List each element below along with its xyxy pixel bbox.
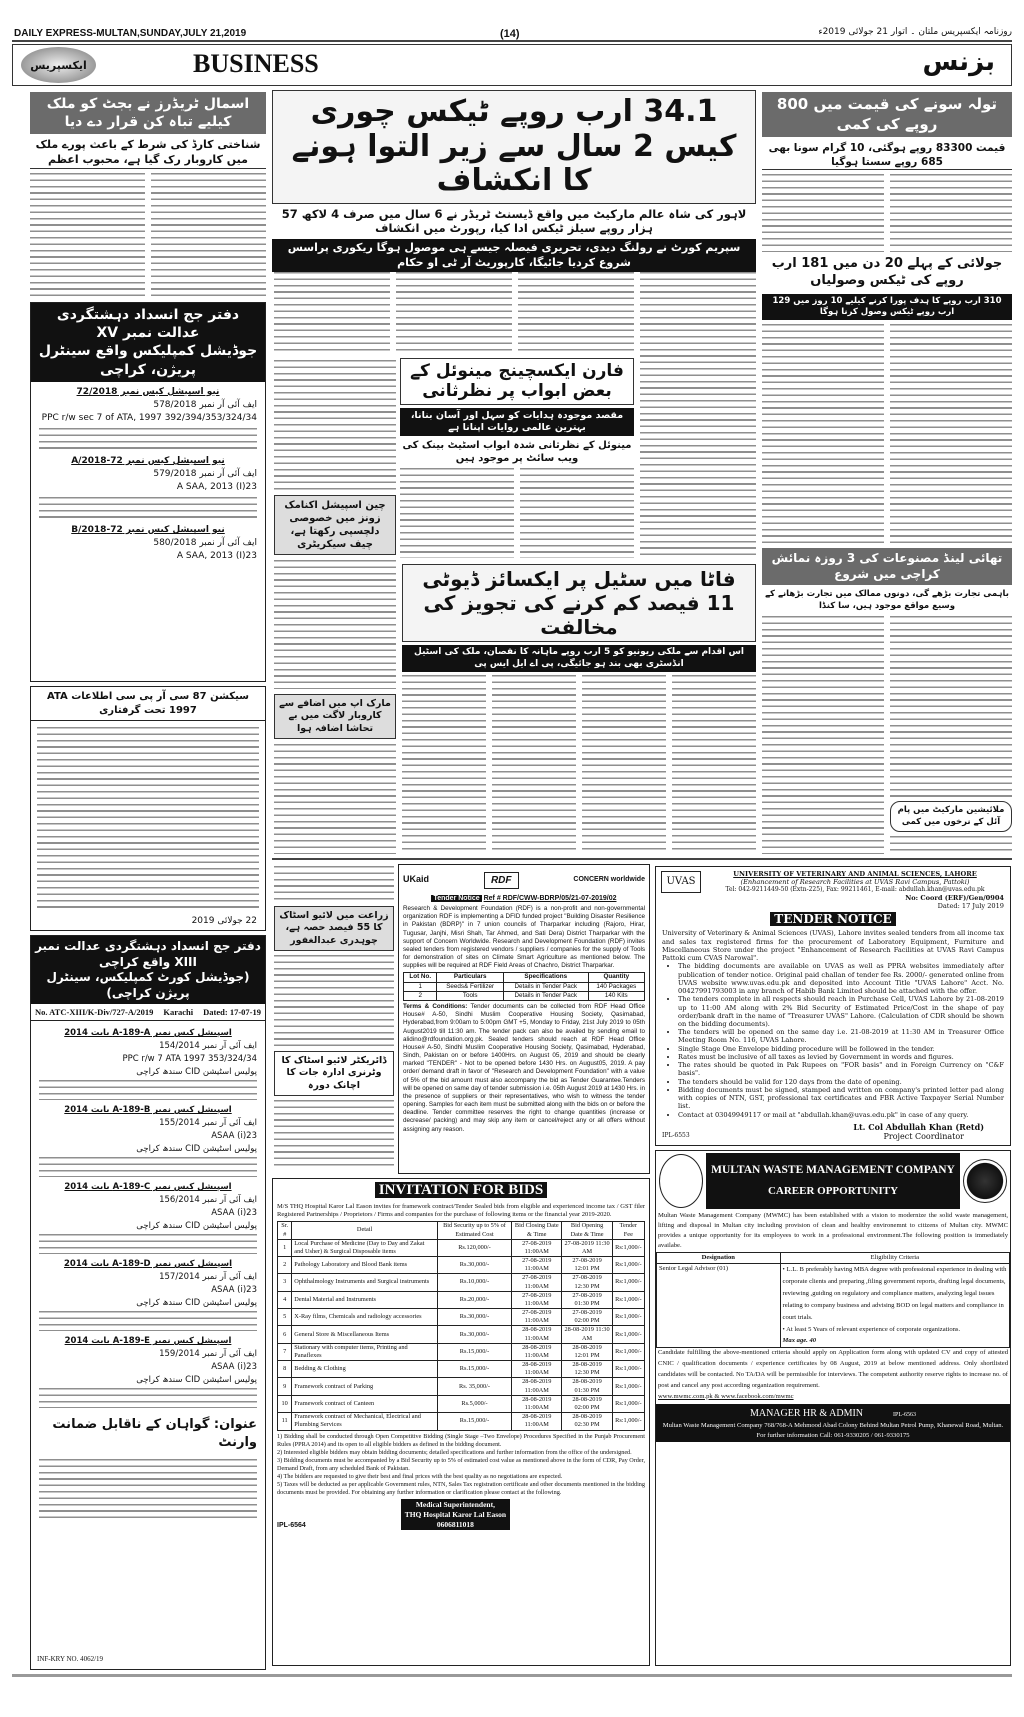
table-cell: Rs:1,000/- [612,1309,644,1326]
masthead-date-ur: روزنامہ ایکسپریس ملتان ۔ اتوار 21 جولائی 2019ء [818,27,1012,37]
table-row [278,1378,645,1395]
section-title-ur: بزنس [922,47,995,77]
column-header: Quantity [588,973,644,982]
ipl-code: INF-KRY NO. 4062/19 [37,1655,104,1663]
case-sections: 353/324/34 PPC r/w 7 ATA 1997 [122,1053,257,1064]
case-sections: 23(I) A SAA, 2013 [176,481,257,492]
case-sections: 23(I) A SAA, 2013 [176,551,257,562]
forex-subhead: مینوئل کے نظرثانی شدہ ابواب اسٹیٹ بینک کی ویب سائٹ پر موجود ہیں [402,440,632,465]
case-police-station: پولیس اسٹیشن CID سندھ کراچی [136,1066,257,1077]
table-cell: 28-08-2019 11:00AM [512,1361,562,1378]
table-cell: Seeds& Fertilizer [437,982,503,991]
mwmc-links[interactable]: www.mwmc.com.pk & www.facebook.com/mwmc [658,1392,794,1400]
table-cell: 28-08-2019 11:00AM [512,1413,562,1430]
bids-intro: M/S THQ Hospital Karor Lal Eason invites for framework contract/Tender Sealed bids from eligible and experienced income tax / GST filer Registered Partnerships / Proprietors / Firms and companies for the purchase of following items or the financial year 2019-2020. [277,1202,645,1218]
uvas-title: TENDER NOTICE [770,912,895,926]
uvas-dated-label: Dated: [937,902,960,911]
table-cell: 28-08-2019 11:00AM [512,1326,562,1343]
table-cell: Rs.30,000/- [437,1257,511,1274]
table-cell: 27-08-2019 11:00AM [512,1291,562,1308]
contact-org: THQ Hospital Karor Lal Eason [404,1509,507,1519]
case-police-station: پولیس اسٹیشن CID سندھ کراچی [136,1374,257,1385]
column-header: Sr. # [278,1222,292,1239]
china-box: چین اسپیشل اکنامک زونز میں خصوصی دلچسپی رکھتا ہے، چیف سیکریٹری [274,495,396,555]
bids-title: INVITATION FOR BIDS [375,1182,547,1198]
section-banner [12,44,1012,86]
bid-note: 4) The bidders are requested to give their best and final prices with the best quality as no negotiations are expected. [277,1472,563,1480]
table-cell: 7 [278,1343,292,1360]
mwmc-table [656,1252,1010,1348]
case-title: اسپیشل کیس نمبر A-189-D بابت 2014 [63,1259,232,1270]
table-row [278,1291,645,1308]
table-cell: 2 [404,991,437,1000]
mwmc-intro: Multan Waste Management Company (MWMC) has been established with a vision to modernize the solid waste management, lifting and disposal in Multan city including provision of clean and healthy environemnt to citizens of Multan city. MWMC provides a unique opportunity for its employees to work in a professional environment.The following position is immediately availabe. [658,1211,1008,1249]
table-row [278,1413,645,1430]
case-police-station: پولیس اسٹیشن CID سندھ کراچی [136,1143,257,1154]
column-header: Detail [292,1222,438,1239]
table-cell: 28-08-2019 11:00AM [512,1378,562,1395]
table-cell: Rs:1,000/- [612,1343,644,1360]
gold-subhead: قیمت 83300 روپے ہوگئی، 10 گرام سونا بھی 685 روپے سستا ہوگیا [762,141,1012,170]
table-cell: Rs.120,000/- [437,1239,511,1256]
table-cell: 3 [278,1274,292,1291]
table-cell: 27-08-2019 12:30 PM [562,1274,612,1291]
case-text [39,1157,257,1177]
case-text [39,1080,257,1100]
mwmc-logo-icon [963,1159,1007,1203]
tender-condition: • The bidding documents are available on UVAS as well as PPRA websites immediately after publication of tender notice. Original paid challan of tender fee Rs. 2000/- generated online from UVAS website www.uvas.edu.pk and deposited into Account Title "UVAS Lahore" Acct. No. 00427991793003 in any branch of Habib Bank Limited should be attached with the offer. [678,962,1004,995]
case-title: اسپیشل کیس نمبر A-189-C بابت 2014 [64,1182,232,1193]
table-cell: 4 [278,1291,292,1308]
court-subtitle: (جوڈیشل کورٹ کمپلیکس، سینٹرل پریژن کراچی) [46,970,250,1000]
palm-oil-box: ملائیشین مارکیٹ میں پام آئل کے نرخوں میں کمی [890,801,1012,832]
table-cell: Rs:1,000/- [612,1361,644,1378]
case-text [39,1234,257,1254]
bids-contact [401,1499,510,1530]
contact-phone: 0606811018 [436,1519,474,1529]
warrant-title: عنوان: گواہان کے ناقابل ضمانت وارنٹ [52,1417,257,1450]
case-sections: 23(i) ASAA [211,1361,257,1372]
table-row [278,1239,645,1256]
table-cell: Framework contract of Canteen [292,1395,438,1412]
case-title: اسپیشل کیس نمبر A-189-B بابت 2014 [64,1105,232,1116]
left-story-headline: اسمال ٹریڈرز نے بجٹ کو ملک کیلیے تباہ کن قرار دے دیا [30,92,266,134]
table-cell: X-Ray films, Chemicals and radiology accessories [292,1309,438,1326]
uvas-signer: Lt. Col Abdullah Khan (Retd) [853,1121,984,1132]
rdf-lot-table [403,972,645,1001]
gold-headline: تولہ سونے کی قیمت میں 800 روپے کی کمی [762,92,1012,137]
table-cell: 5 [278,1309,292,1326]
table-cell: 27-08-2019 11:00AM [512,1274,562,1291]
case-sections: 23(i) ASAA [211,1207,257,1218]
rdf-body: Research & Development Foundation (RDF) is a non-profit and non-governmental organization RDF is implementing a DFID funded project "Building Disaster Resilience in Pakistan (BDRP)" in 7 union councils of Tharparkar including (Rajoro, Hirar, Tugusar, Janjhi, Misri Shah, Tar Ahmed, and Sati Dera) District Tharparkar with the support of Concern Worldwide. Research and Development Foundation (RDF) invites sealed tenders from registered vendors / suppliers / companies for the supply of Tools for demonstration of sites on Climate Smart Agriculture as mentioned below. The supplies will be required at RDF Field Areas of Chachro, District Tharparkar. [403,905,645,970]
table-row [404,982,645,991]
tender-condition: • Rates must be inclusive of all taxes as levied by Government in words and figures. [678,1053,1004,1061]
table-cell: Rs:1,000/- [612,1413,644,1430]
page-bottom-rule [12,1674,1012,1677]
criteria-item: • At least 5 Years of relevant experience of corporate organizations. [782,1325,961,1333]
case-ref: No. ATC-XIII/K-Div/727-A/2019 [35,1007,154,1018]
ukaid-logo: UKaid [403,874,430,885]
case-fir: ایف آئی آر نمبر 157/2014 [159,1272,257,1283]
table-cell: 28-08-2019 11:00AM [512,1395,562,1412]
middle-side-column [274,360,396,854]
table-cell: 27-08-2019 11:00AM [512,1309,562,1326]
thai-headline: تھائی لینڈ مصنوعات کی 3 روزہ نمائش کراچی میں شروع [762,548,1012,585]
case-text [39,1388,257,1408]
tender-condition: • Bidding documents must be signed, stamped and written on company's printed letter pad along with copies of NTN, GST, professional tax certificates and FBR Active Taxpayer Serial Number list. [678,1086,1004,1111]
steel-story [402,564,756,854]
table-row [278,1326,645,1343]
steel-headline-box [402,564,756,642]
table-row [278,1309,645,1326]
table-cell: 140 Kits [588,991,644,1000]
case-fir: ایف آئی آر نمبر 579/2018 [153,468,257,479]
case-fir: ایف آئی آر نمبر 578/2018 [153,399,257,410]
tender-condition: • The tenders will be opened on the same day i.e. 21-08-2019 at 11:30 AM in Treasurer Office Meeting Room No. 116, UVAS Lahore. [678,1028,1004,1044]
criteria-item: • L.L. B preferably having MBA degree with professional experience in dealing with corporate clients and preparing ,filing government reports, drafting legal documents, reviewing ,guiding on regulatory and compliance matters, analyzing legal issues relating to company business and advising BOD on legal matters and compliance in court trials. [782,1266,1007,1321]
table-cell: Rs.10,000/- [437,1274,511,1291]
table-cell: 28-08-2019 01:30 PM [562,1378,612,1395]
column-header: Particulars [437,973,503,982]
case-fir: ایف آئی آر نمبر 154/2014 [159,1041,257,1052]
court-title: دفتر جج انسداد دہشتگردی عدالت نمبر XV [56,307,240,342]
table-cell: Rs.20,000/- [437,1291,511,1308]
table-header [278,1222,645,1239]
case-fir: ایف آئی آر نمبر 155/2014 [159,1118,257,1129]
uvas-project: (Enhancement of Research Facilities at UVAS Ravi Campus, Pattoki) [740,878,970,887]
section-title-en: BUSINESS [193,49,319,78]
right-ads [655,866,1011,1666]
table-cell: 28-08-2019 12:01 PM [562,1343,612,1360]
uvas-logo: UVAS [661,871,701,893]
table-cell: Rs:1,000/- [612,1274,644,1291]
ipl-code: IPL-6564 [277,1522,306,1530]
main-subhead: لاہور کی شاہ عالم مارکیٹ میں واقع ڈیسنٹ ٹریڈر نے 6 سال میں صرف 4 لاکھ 57 ہزار روپے سیلز ٹیکس ادا کیا، رپورٹ میں انکشاف [281,206,747,236]
case-title: نیو اسپیشل کیس نمبر 72/2018 [76,386,220,397]
table-row [278,1395,645,1412]
tender-condition: • The rates should be quoted in Pak Rupees on "FOR basis" and in Foreign Currency on "C&F basis". [678,1061,1004,1077]
mwmc-apply: Candidate fulfilling the above-mentioned criteria should apply on Application form along with updated CV and copy of attested CNIC / qualification documents / experience certificates by 08 August, 2019 at below mentioned address. Only shortlisted candidates will be contacted. No TA/DA will be permissible for interviews. The competent authority reserve rights to increase no. of post and cancel any post according organization requirement. [658,1349,1008,1389]
left-story-col [151,173,266,298]
table-cell: 27-08-2019 01:30 PM [562,1291,612,1308]
table-row [404,991,645,1000]
left-story-col [30,173,145,298]
table-cell: 1 [404,982,437,991]
tender-condition: • The tenders should be valid for 120 days from the date of opening. [678,1078,1004,1086]
designation: Senior Legal Advisor (01) [657,1264,781,1348]
livestock-column [274,866,394,1170]
court-notice-xiii [30,935,266,1670]
rdf-terms-label: Terms & Conditions: [403,1002,468,1010]
table-cell: Details in Tender Pack [503,991,588,1000]
table-cell: 10 [278,1395,292,1412]
court-title: دفتر جج انسداد دہشتگردی عدالت نمبر XIII واقع کراچی [35,939,261,969]
table-cell: Tools [437,991,503,1000]
case-fir: ایف آئی آر نمبر 159/2014 [159,1349,257,1360]
notice-heading: سیکشن 87 سی آر پی سی اطلاعات ATA 1997 تحت گرفتاری [31,687,265,721]
table-cell: 11 [278,1413,292,1430]
col-criteria: Eligibility Criteria [780,1253,1009,1264]
uvas-signer-title: Project Coordinator [883,1131,964,1141]
uvas-org: UNIVERSITY OF VETERINARY AND ANIMAL SCIENCES, LAHORE [733,870,977,878]
rdf-tender-ad [398,864,650,1174]
table-row [278,1274,645,1291]
table-cell: Framework contract of Mechanical, Electrical and Plumbing Services [292,1413,438,1430]
table-cell: Rs:1,000/- [612,1291,644,1308]
tax-headline: جولائی کے پہلے 20 دن میں 181 ارب روپے کی ٹیکس وصولیاں [771,256,1003,289]
table-cell: 27-08-2019 12:01 PM [562,1257,612,1274]
case-fir: ایف آئی آر نمبر 156/2014 [159,1195,257,1206]
table-cell: 28-08-2019 12:30 PM [562,1361,612,1378]
case-police-station: پولیس اسٹیشن CID سندھ کراچی [136,1297,257,1308]
column-header: Lot No. [404,973,437,982]
table-cell: Framework contract of Parking [292,1378,438,1395]
table-cell: 28-08-2019 02:00 PM [562,1395,612,1412]
uvas-ref-no: No: Coord (ERF)/Gen/0904 [905,893,1004,902]
left-story-subhead: شناختی کارڈ کی شرط کے باعث پورے ملک میں کاروبار رک گیا ہے، محبوب اعظم [30,138,266,169]
uvas-contact: Tel: 042-9211449-50 (Extn-225), Fax: 99211461, E-mail: abdullah.khan@uvas.edu.pk [725,886,985,894]
forex-headline: فارن ایکسچینج مینوئل کے بعض ابواب پر نظرثانی [400,358,634,405]
rdf-ref: Ref # RDF/CWW-BDRP/05/21-07-2019/02 [483,895,617,902]
uvas-date: 17 July 2019 [961,902,1004,911]
table-cell: Details in Tender Pack [503,982,588,991]
masthead-date-en: DAILY EXPRESS-MULTAN,SUNDAY,JULY 21,2019 [14,28,247,39]
left-story [30,92,266,298]
table-cell: 6 [278,1326,292,1343]
table-cell: Rs:1,000/- [612,1378,644,1395]
tender-condition: • The tenders complete in all respects should reach in Purchase Cell, UVAS Lahore by 21-08-2019 up to 11:00 AM along with 2% Bid Security of Estimated Price/Cost in the shape of pay order/bank draft in the name of "Treasurer UVAS" Lahore. (Calculation of CDR should be shown on the bidding documents). [678,995,1004,1028]
table-row [278,1257,645,1274]
case-sections: 23(i) ASAA [211,1284,257,1295]
bid-note: 2) Interested eligible bidders may obtain bidding documents; detailed specifications and further information from the office of the undersigned. [277,1448,632,1456]
table-cell: Rs.15,000/- [437,1361,511,1378]
ipl-code: IPL-6563 [893,1411,917,1418]
director-box: ڈائریکٹر لائیو اسٹاک کا وٹرنری ادارہ جات کا اچانک دورہ [274,1051,394,1096]
page-number: (14) [500,28,520,40]
concern-logo: CONCERN worldwide [573,876,645,884]
ipl-code: IPL-6553 [662,1131,690,1139]
thai-subhead: باہمی تجارت بڑھے گی، دونوں ممالک میں تجارت بڑھانے کے وسیع مواقع موجود ہیں، سا کنڈا [765,589,1009,611]
mwmc-subtitle: CAREER OPPORTUNITY [767,1185,899,1198]
table-cell: Bedding & Clothing [292,1361,438,1378]
court-subtitle: جوڈیشل کمپلیکس واقع سینٹرل پریژن، کراچی [38,343,258,378]
table-cell: Rs.30,000/- [437,1309,511,1326]
case-title: اسپیشل کیس نمبر A-189-A بابت 2014 [64,1028,232,1039]
table-cell: Stationary with computer items, Printing and Panaflexes [292,1343,438,1360]
table-cell: 2 [278,1257,292,1274]
table-cell: 8 [278,1361,292,1378]
column-header: Bid Security up to 5% of Estimated Cost [437,1222,511,1239]
case-title: نیو اسپیشل کیس نمبر 72-A/2018 [71,455,225,466]
bid-note: 5) Taxes will be deducted as per applicable Government rules, NTN, Sales Tax registration certificate and other documents mentioned in the bidding documents must be provided. For obtaining any further information or clarification please contact at the following. [277,1480,645,1496]
rdf-logo: RDF [484,872,519,889]
table-row [278,1343,645,1360]
table-row [278,1361,645,1378]
notice-date: 22 جولائی 2019 [191,916,257,926]
main-bar: سپریم کورٹ نے رولنگ دیدی، تحریری فیصلہ جیسے ہی موصول ہوگا ریکوری پراسس شروع کردیا جائیگا، کارپوریٹ آر ٹی او حکام [272,239,756,272]
case-sections: 392/394/353/324/34 PPC r/w sec 7 of ATA, 1997 [41,412,257,423]
case-police-station: پولیس اسٹیشن CID سندھ کراچی [136,1220,257,1231]
column-header: Tender Fee [612,1222,644,1239]
table-cell: 27-08-2019 11:30 AM [562,1239,612,1256]
table-cell: 27-08-2019 11:00AM [512,1257,562,1274]
masthead-rule [12,40,1012,42]
case-title: اسپیشل کیس نمبر A-189-E بابت 2014 [64,1336,232,1347]
table-cell: Rs.15,000/- [437,1343,511,1360]
table-cell: 9 [278,1378,292,1395]
right-column [762,92,1012,854]
main-story [272,90,756,272]
case-fir: ایف آئی آر نمبر 580/2018 [153,538,257,549]
column-header: Bid Closing Date & Time [512,1222,562,1239]
table-cell: Ophthalmology Instruments and Surgical instruments [292,1274,438,1291]
table-cell: Rs.5,000/- [437,1395,511,1412]
table-cell: Dental Material and Instruments [292,1291,438,1308]
livestock-box: زراعت میں لائیو اسٹاک کا 55 فیصد حصہ ہے، چوہدری عبدالغفور [274,906,394,951]
table-cell: Rs.15,000/- [437,1413,511,1430]
punjab-emblem-icon [659,1154,703,1208]
table-cell: 140 Packages [588,982,644,991]
bid-note: 1) Bidding shall be conducted through Open Competitive Bidding (Single Stage –Two Envelope) Procedures Specified in the Punjab Procurement Rules (PPRA 2014) and its open to all eligible bidders as defined in the bidding document. [277,1432,645,1448]
table-cell: 1 [278,1239,292,1256]
max-age: Max age. 40 [782,1337,817,1345]
contact-title: Medical Superintendent, [415,1500,495,1509]
court-notice-body [30,686,266,931]
column-header: Specifications [503,973,588,982]
table-cell: Rs:1,000/- [612,1326,644,1343]
bids-table [277,1221,645,1430]
court-notice-xv [30,302,266,682]
table-cell: Rs.30,000/- [437,1326,511,1343]
main-headline-box [272,90,756,204]
table-cell: 27-08-2019 11:00AM [512,1239,562,1256]
table-cell: Rs:1,000/- [612,1395,644,1412]
markup-box: مارک اپ میں اضافے سے کاروبار لاگت میں بے تحاشا اضافہ ہوا [274,694,396,739]
table-cell: 27-08-2019 02:00 PM [562,1309,612,1326]
steel-bar: اس اقدام سے ملکی ریونیو کو 5 ارب روپے ماہانہ کا نقصان، ملک کی اسٹیل انڈسٹری بھی بند ہو جائیگی، پی اے ایل ایس پی [402,645,756,672]
tender-condition: • Contact at 03049949117 or mail at "abdullah.khan@uvas.edu.pk" in case of any query. [678,1111,1004,1119]
uvas-tender-ad [655,866,1011,1146]
table-cell: Pathology Laboratory and Blood Bank items [292,1257,438,1274]
bid-note: 3) Bidding documents must be accompanied by a Bid Security up to 5% of estimated cost value as mentioned above in the form of CDR, Pay Order, Demand Draft, from any scheduled Bank of Pakistan. [277,1456,645,1472]
table-cell: Rs. 35,000/- [437,1378,511,1395]
table-cell: Rs:1,000/- [612,1257,644,1274]
case-sections: 23(i) ASAA [211,1130,257,1141]
uvas-intro: University of Veterinary & Animal Sciences (UVAS), Lahore invites sealed tenders from all income tax and sales tax registered firms for the procurement of Laboratory Equipment, Furniture and Miscellaneous Store under the project "Enhancement of Research Facilities at UVAS Ravi Campus Pattoki cum CVAS Narowal". [662,929,1004,963]
case-title: نیو اسپیشل کیس نمبر 72-B/2018 [71,525,225,536]
table-cell: Local Purchase of Medicine (Day to Day and Zakat and Usher) & Surgical Disposable items [292,1239,438,1256]
table-cell: General Store & Miscellaneous Items [292,1326,438,1343]
col-designation: Designation [657,1253,781,1264]
case-date: Dated: 17-07-19 [203,1007,261,1018]
main-headline: 34.1 ارب روپے ٹیکس چوری کیس 2 سال سے زیر التوا ہونے کا انکشاف [291,94,737,198]
table-cell: 28-08-2019 11:00AM [512,1343,562,1360]
column-header: Bid Opening Date & Time [562,1222,612,1239]
forex-bar: مقصد موجودہ ہدایات کو سہل اور آسان بنانا، بہترین عالمی روایات اپنانا ہے [400,408,634,437]
express-logo: ایکسپریس [21,47,96,83]
rdf-title: Tender Notice [433,895,480,902]
tax-bar: 310 ارب روپے کا ہدف پورا کرنے کیلیے 10 روز میں 129 ارب روپے ٹیکس وصول کرنا ہوگا [762,294,1012,320]
table-cell: 28-08-2019 02:30 PM [562,1413,612,1430]
steel-headline: فاٹا میں سٹیل پر ایکسائز ڈیوٹی 11 فیصد کم کرنے کی تجویز کی مخالفت [422,567,736,639]
mwmc-address: Multan Waste Management Company 768/768-A Mehmood Abad Colony Behind Multan Petrol Pump, Khanewal Road, Multan. For further information Call: 061-9330205 / 061-9330175 [662,1421,1004,1439]
mwmc-footer-title: MANAGER HR & ADMIN [749,1407,864,1419]
invitation-for-bids-ad [272,1178,650,1666]
case-text [39,1311,257,1331]
mwmc-career-ad [655,1150,1011,1666]
tender-condition: • Single Stage One Envelope bidding procedure will be followed in the tender. [678,1045,1004,1053]
table-header [404,973,645,982]
table-cell: Rs:1,000/- [612,1239,644,1256]
case-city: Karachi [163,1007,194,1018]
forex-story [400,358,634,558]
table-cell: 28-08-2019 11:30 AM [562,1326,612,1343]
mwmc-title: MULTAN WASTE MANAGEMENT COMPANY [711,1163,955,1176]
rdf-terms: Tender documents can be collected from RDF Head Office House# A-50, Sindhi Muslim Cooperative Housing Society, Qasimabad, Hyderabad,from 9:00am to 5:00pm GMT +5, Monday to Friday, 21st July 2019 to 05th August2019 till 11:30 am. The tender pack can also be availed by sending email to alidino@rdfoundation.org.pk. Sealed tenders should reach at RDF Head Office House# A-50, Sindhi Muslim Cooperative Housing Society, Qasimabad, Hyderabad, Sindh, Pakistan on or before 1400Hrs. on August 05, 2019 and should be clearly marked "TENDER" - Not to be opened before 1430 Hrs. on August05, 2019. A pay order/ demand draft in favor of "Research and Development Foundation" with a value of 5% of the bid amount must also accompany the bid as Tender Guarantee.Tenders will be opened on same day of tender submission i.e. 05th August 2019 at 1430 Hrs. in the presence of suppliers or their representatives, who wish to witness the tender opening. Samples for each item must be submitted along with the bids on or before the deadline. Tender committee reserves the right to change quantities (increase or decrease/ packing) and may skip any item or cancel/reject any or all offers without assigning any reason. [403,1002,646,1133]
